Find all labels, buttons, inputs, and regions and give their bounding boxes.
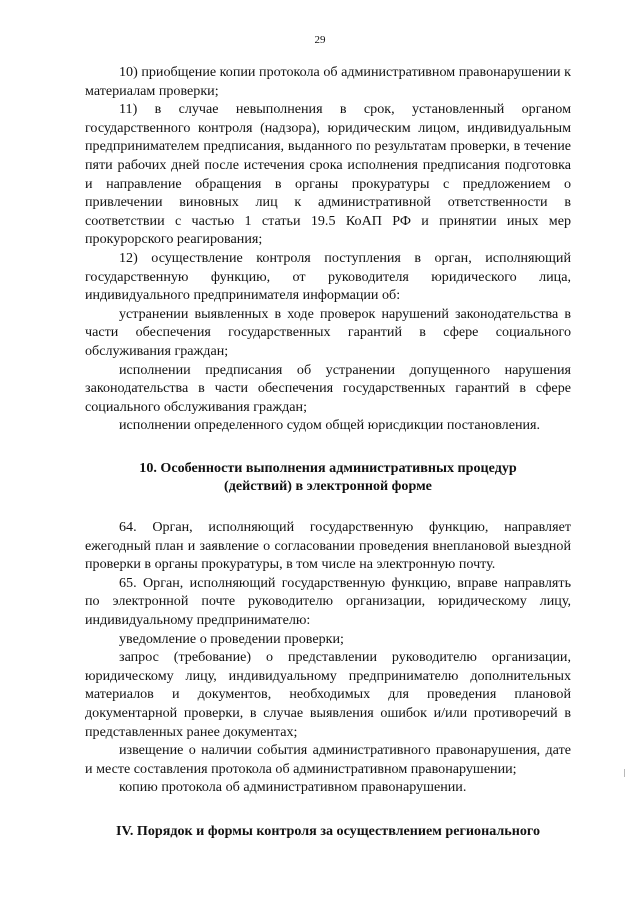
paragraph-65: 65. Орган, исполняющий государственную функцию, вправе направлять по электронной почте руководителю организации, юридическому лицу, индивидуальному предпринимателю: xyxy=(85,574,571,629)
paragraph-item-10: 10) приобщение копии протокола об административном правонарушении к материалам проверки; xyxy=(85,64,571,99)
section-heading xyxy=(85,459,571,496)
paragraph-notification: уведомление о проведении проверки; xyxy=(119,630,344,647)
page-body xyxy=(85,63,571,841)
page-number: 29 xyxy=(314,34,326,46)
section-heading-line-1: 10. Особенности выполнения административных процедур xyxy=(139,459,517,476)
section-heading-line-2: (действий) в электронной форме xyxy=(224,478,432,495)
paragraph-item-12: 12) осуществление контроля поступления в орган, исполняющий государственную функцию, от руководителя юридического лица, индивидуального предпринимателя информации об: xyxy=(85,249,571,304)
scan-margin-mark xyxy=(624,769,625,777)
paragraph-notice: извещение о наличии события административного правонарушения, дате и месте составления протокола об административном правонарушении; xyxy=(85,742,571,777)
paragraph-execution-order: исполнении предписания об устранении допущенного нарушения законодательства в части обеспечения государственных гарантий в сфере социального обслуживания граждан; xyxy=(85,361,571,415)
chapter-heading: IV. Порядок и формы контроля за осуществлением регионального xyxy=(115,822,541,839)
paragraph-elimination-violations: устранении выявленных в ходе проверок нарушений законодательства в части обеспечения государственных гарантий в сфере социального обслуживания граждан; xyxy=(85,305,571,359)
paragraph-court-decision: исполнении определенного судом общей юрисдикции постановления. xyxy=(119,417,541,434)
paragraph-request: запрос (требование) о представлении руководителю организации, юридическому лицу, индивидуальному предпринимателю дополнительных материалов и документов, необходимых для проведения плановой документарной проверки, в случае выявления ошибок и/или противоречий в представленных ранее документах; xyxy=(85,649,571,740)
paragraph-protocol-copy: копию протокола об административном правонарушении. xyxy=(119,779,467,796)
paragraph-item-11: 11) в случае невыполнения в срок, установленный органом государственного контроля (надзора), юридическим лицом, индивидуальным предпринимателем предписания, выданного по результатам проверки, в течение пяти рабочих дней после истечения срока исполнения предписания подготовка и направление обращения в органы прокуратуры с предложением о привлечении виновных лиц к административной ответственности в соответствии с частью 1 статьи 19.5 КоАП РФ и принятии иных мер прокурорского реагирования; xyxy=(85,101,571,248)
paragraph-64: 64. Орган, исполняющий государственную функцию, направляет ежегодный план и заявление о согласовании проведения внеплановой выездной проверки в органы прокуратуры, в том числе на электронную почту. xyxy=(85,519,571,573)
